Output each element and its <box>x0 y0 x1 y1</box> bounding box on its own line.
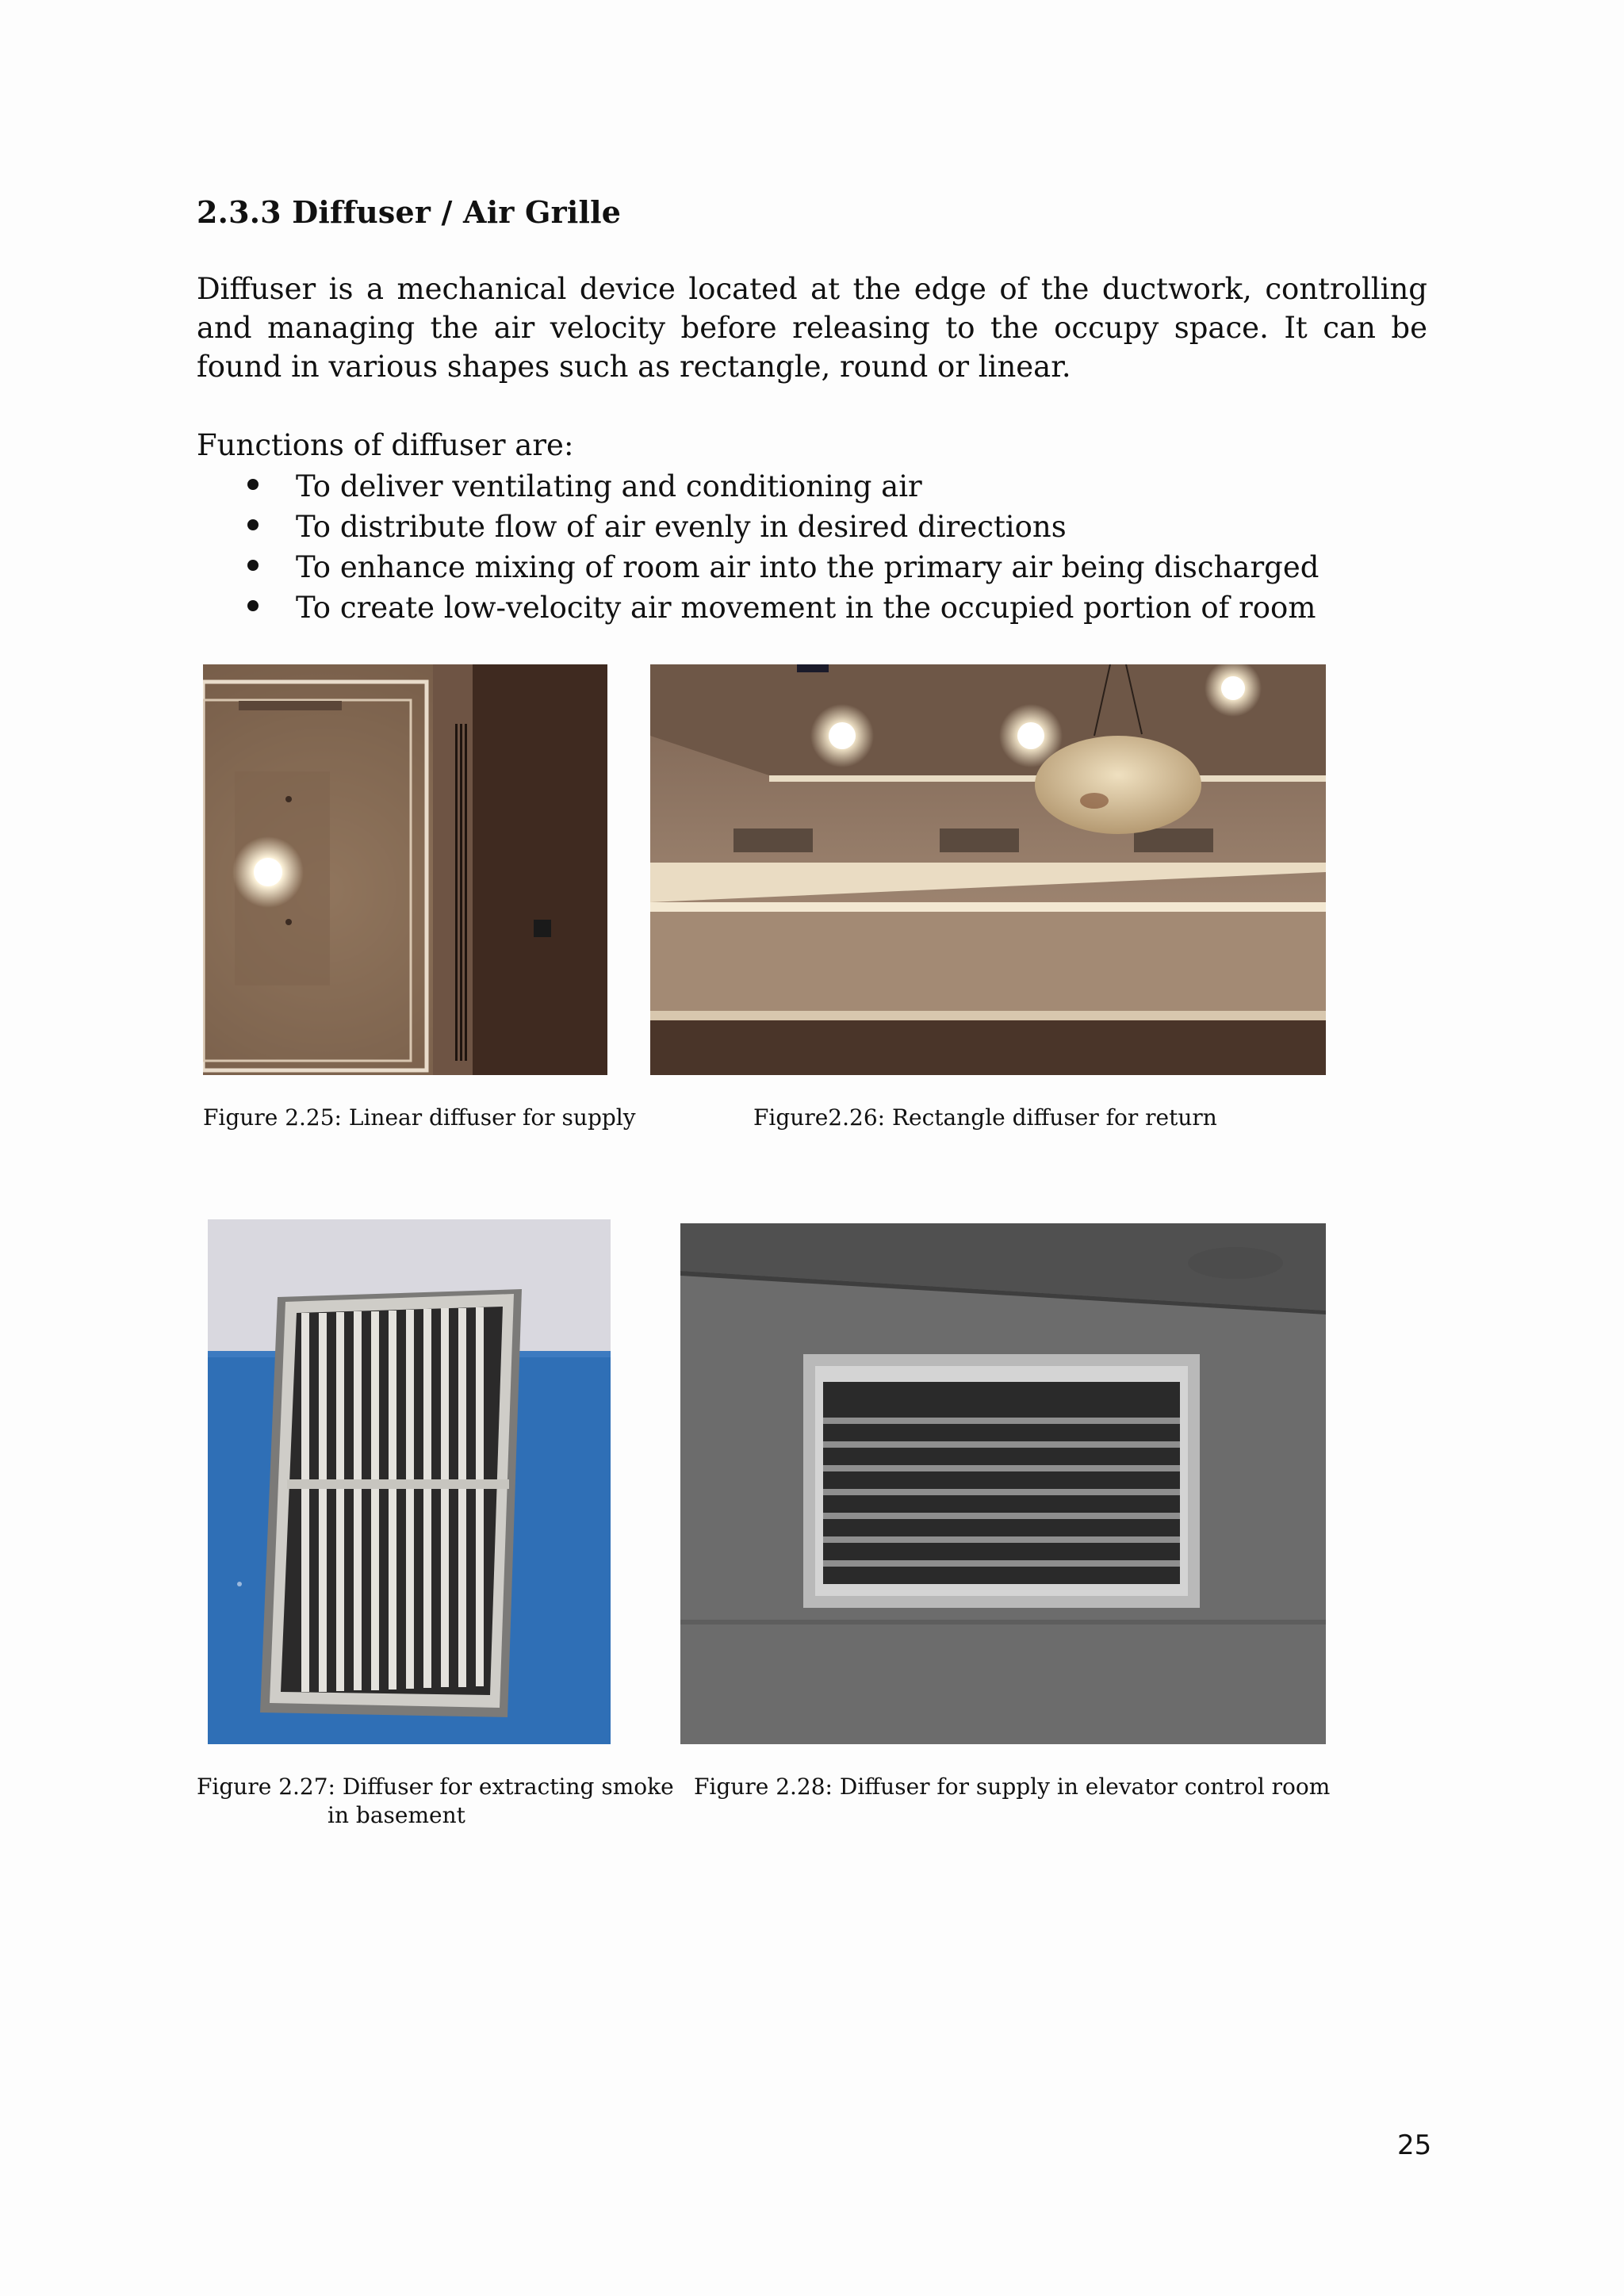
figure-rectangle-diffuser-photo <box>650 664 1326 1075</box>
list-item: To distribute flow of air evenly in desired directions <box>197 507 1319 547</box>
bullet-icon <box>247 560 259 571</box>
figure-smoke-extract-diffuser-photo <box>208 1219 611 1744</box>
list-item: To enhance mixing of room air into the primary air being discharged <box>197 547 1319 587</box>
list-item: To create low-velocity air movement in the occupied portion of room <box>197 587 1319 628</box>
bullet-icon <box>247 479 259 490</box>
bullet-icon <box>247 519 259 530</box>
functions-list <box>197 466 1319 628</box>
list-item: To deliver ventilating and conditioning air <box>197 466 1319 507</box>
figure-caption: Figure 2.27: Diffuser for extracting smoke in basement <box>197 1774 674 1828</box>
figure-caption: Figure2.26: Rectangle diffuser for return <box>753 1104 1217 1131</box>
figure-caption: Figure 2.25: Linear diffuser for supply <box>203 1104 636 1131</box>
bullet-icon <box>247 600 259 611</box>
page-number: 25 <box>1397 2130 1432 2161</box>
figure-linear-diffuser-photo <box>203 664 607 1075</box>
figure-elevator-room-diffuser-photo <box>680 1223 1326 1744</box>
intro-paragraph: Diffuser is a mechanical device located at the edge of the ductwork, controlling and managing the air velocity before releasing to the occupy space. It can be found in various shapes such as rectangle, round or linear. <box>197 272 1427 384</box>
figure-caption: Figure 2.28: Diffuser for supply in elevator control room <box>694 1774 1331 1800</box>
functions-lead-text: Functions of diffuser are: <box>197 428 574 462</box>
section-heading: 2.3.3 Diffuser / Air Grille <box>197 194 622 230</box>
